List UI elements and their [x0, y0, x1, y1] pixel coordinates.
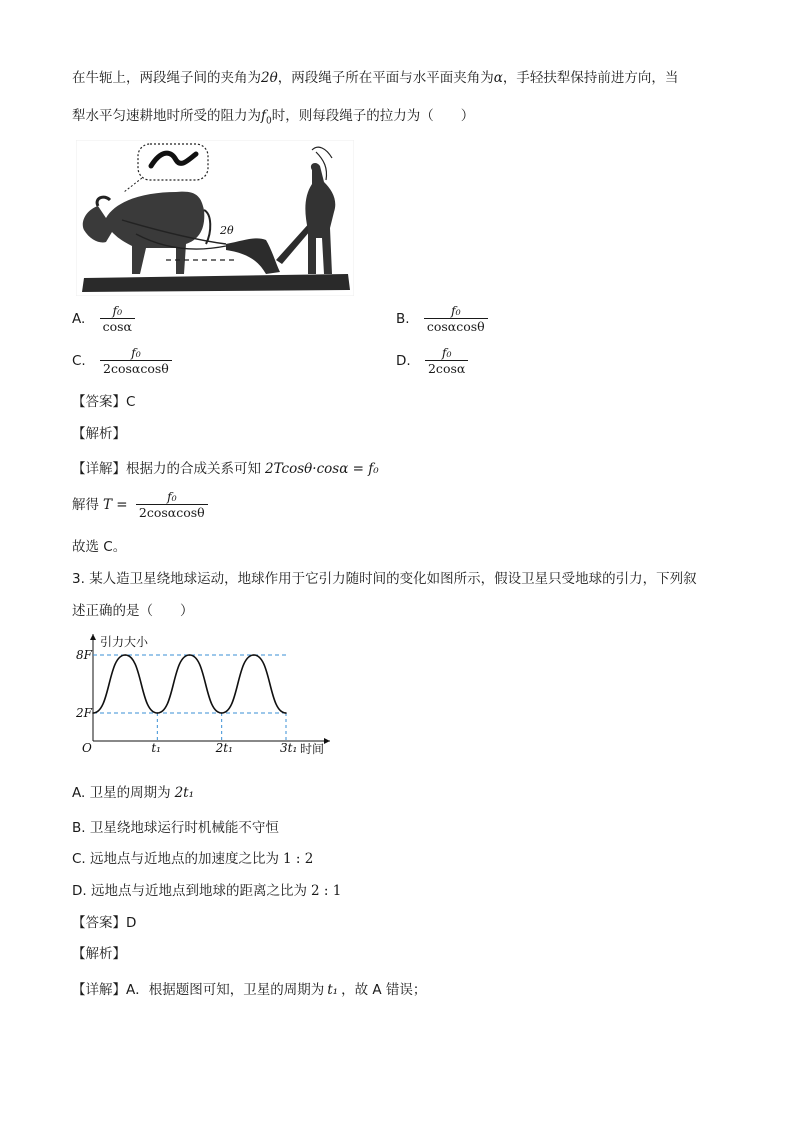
x-tick-label: t₁ — [151, 741, 161, 755]
option-c-text: 远地点与近地点的加速度之比为 — [90, 851, 280, 867]
q2-stem-f0-sub: 0 — [266, 116, 272, 127]
answer-value: C — [126, 394, 136, 410]
force-time-chart — [76, 628, 346, 760]
q3-stem-text: 某人造卫星绕地球运动，地球作用于它引力随时间的变化如图所示，假设卫星只受地球的引力，下列叙 — [89, 571, 697, 587]
option-d-text: 远地点与近地点到地球的距离之比为 — [90, 883, 307, 899]
q2-option-c — [72, 346, 172, 376]
q2-stem-line1 — [72, 66, 678, 86]
q3-detail — [72, 978, 426, 998]
q2-stem-angle: 2θ — [261, 70, 278, 86]
answer-label: 【答案】 — [72, 915, 126, 931]
q2-stem-text-post: ，手轻扶犁保持前进方向，当 — [502, 70, 679, 86]
q3-option-a — [72, 781, 194, 801]
option-a-numerator: f₀ — [112, 303, 123, 318]
q2-stem-line2-post: 时，则每段绳子的拉力为（ ） — [271, 108, 475, 124]
q2-stem-f0: f — [261, 108, 266, 124]
q2-option-d — [396, 346, 468, 376]
q3-option-c — [72, 847, 313, 867]
option-letter: D. — [72, 883, 87, 899]
force-curve — [93, 655, 286, 713]
data-point — [221, 712, 223, 714]
q2-answer — [72, 390, 135, 410]
origin-label: O — [82, 741, 92, 755]
q2-conclusion: 故选 C。 — [72, 539, 127, 555]
y-tick-label: 8F — [76, 648, 92, 662]
data-point — [253, 654, 255, 656]
detail-label: 【详解】 — [72, 982, 126, 998]
q3-option-b — [72, 816, 279, 836]
q3-number: 3. — [72, 571, 85, 587]
detail-formula: 2Tcosθ·cosα = f₀ — [265, 461, 379, 477]
option-letter: C. — [72, 353, 86, 369]
answer-value: D — [126, 915, 137, 931]
answer-label: 【答案】 — [72, 394, 126, 410]
data-point — [92, 712, 94, 714]
x-tick-label: 3t₁ — [280, 741, 298, 755]
x-axis-label: 时间 — [300, 742, 325, 756]
detail-math: t₁ — [327, 982, 339, 998]
data-point — [189, 654, 191, 656]
detail-label: 【详解】 — [72, 461, 126, 477]
q2-stem-line2 — [72, 104, 474, 127]
figure-angle-label: 2θ — [220, 224, 234, 237]
q3-answer — [72, 911, 136, 931]
option-d-math: 2 : 1 — [310, 883, 342, 899]
q2-stem-text: 在牛轭上，两段绳子间的夹角为 — [72, 70, 261, 86]
option-b-denominator: cosαcosθ — [424, 318, 488, 334]
q3-option-d — [72, 879, 341, 899]
solve-numerator: f₀ — [166, 489, 177, 504]
option-a-math: 2t₁ — [174, 785, 195, 801]
q3-stem-line1 — [72, 567, 697, 587]
x-tick-label: 2t₁ — [215, 741, 233, 755]
option-c-denominator: 2cosαcosθ — [100, 360, 172, 376]
option-letter: B. — [396, 311, 410, 327]
option-letter: A. — [72, 311, 86, 327]
q2-option-b — [396, 304, 488, 334]
option-b-text: 卫星绕地球运行时机械能不守恒 — [89, 820, 279, 836]
q2-option-a — [72, 304, 135, 334]
q3-stem-line2: 述正确的是（ ） — [72, 603, 194, 619]
option-b-numerator: f₀ — [450, 303, 461, 318]
solve-text: 解得 — [72, 497, 99, 513]
option-c-math: 1 : 2 — [283, 851, 314, 867]
q2-detail — [72, 457, 379, 477]
q3-analysis-label: 【解析】 — [72, 946, 126, 962]
option-c-numerator: f₀ — [131, 345, 141, 360]
data-point — [157, 712, 159, 714]
q2-analysis-label: 【解析】 — [72, 426, 126, 442]
option-d-denominator: 2cosα — [425, 360, 468, 376]
data-point — [285, 712, 287, 714]
option-a-text: 卫星的周期为 — [89, 785, 171, 801]
detail-text-post: ，故 A 错误； — [341, 982, 427, 998]
q2-stem-alpha: α — [493, 70, 503, 86]
option-d-numerator: f₀ — [441, 345, 452, 360]
ox-plow-illustration — [76, 140, 354, 296]
option-letter: A. — [72, 785, 86, 801]
solve-denominator: 2cosαcosθ — [136, 504, 208, 520]
solve-lhs: T = — [103, 497, 128, 513]
y-axis-label: 引力大小 — [100, 635, 149, 649]
data-point — [124, 654, 126, 656]
option-a-denominator: cosα — [100, 318, 135, 334]
option-letter: C. — [72, 851, 86, 867]
yoke-bubble — [138, 144, 208, 180]
option-letter: B. — [72, 820, 86, 836]
q2-solve — [72, 490, 208, 520]
option-letter: D. — [396, 353, 411, 369]
y-tick-label: 2F — [76, 706, 92, 720]
q2-stem-line2-text: 犁水平匀速耕地时所受的阻力为 — [72, 108, 261, 124]
detail-text: 根据力的合成关系可知 — [126, 461, 261, 477]
detail-text: A．根据题图可知，卫星的周期为 — [126, 982, 325, 998]
q2-stem-text-mid: ，两段绳子所在平面与水平面夹角为 — [277, 70, 494, 86]
